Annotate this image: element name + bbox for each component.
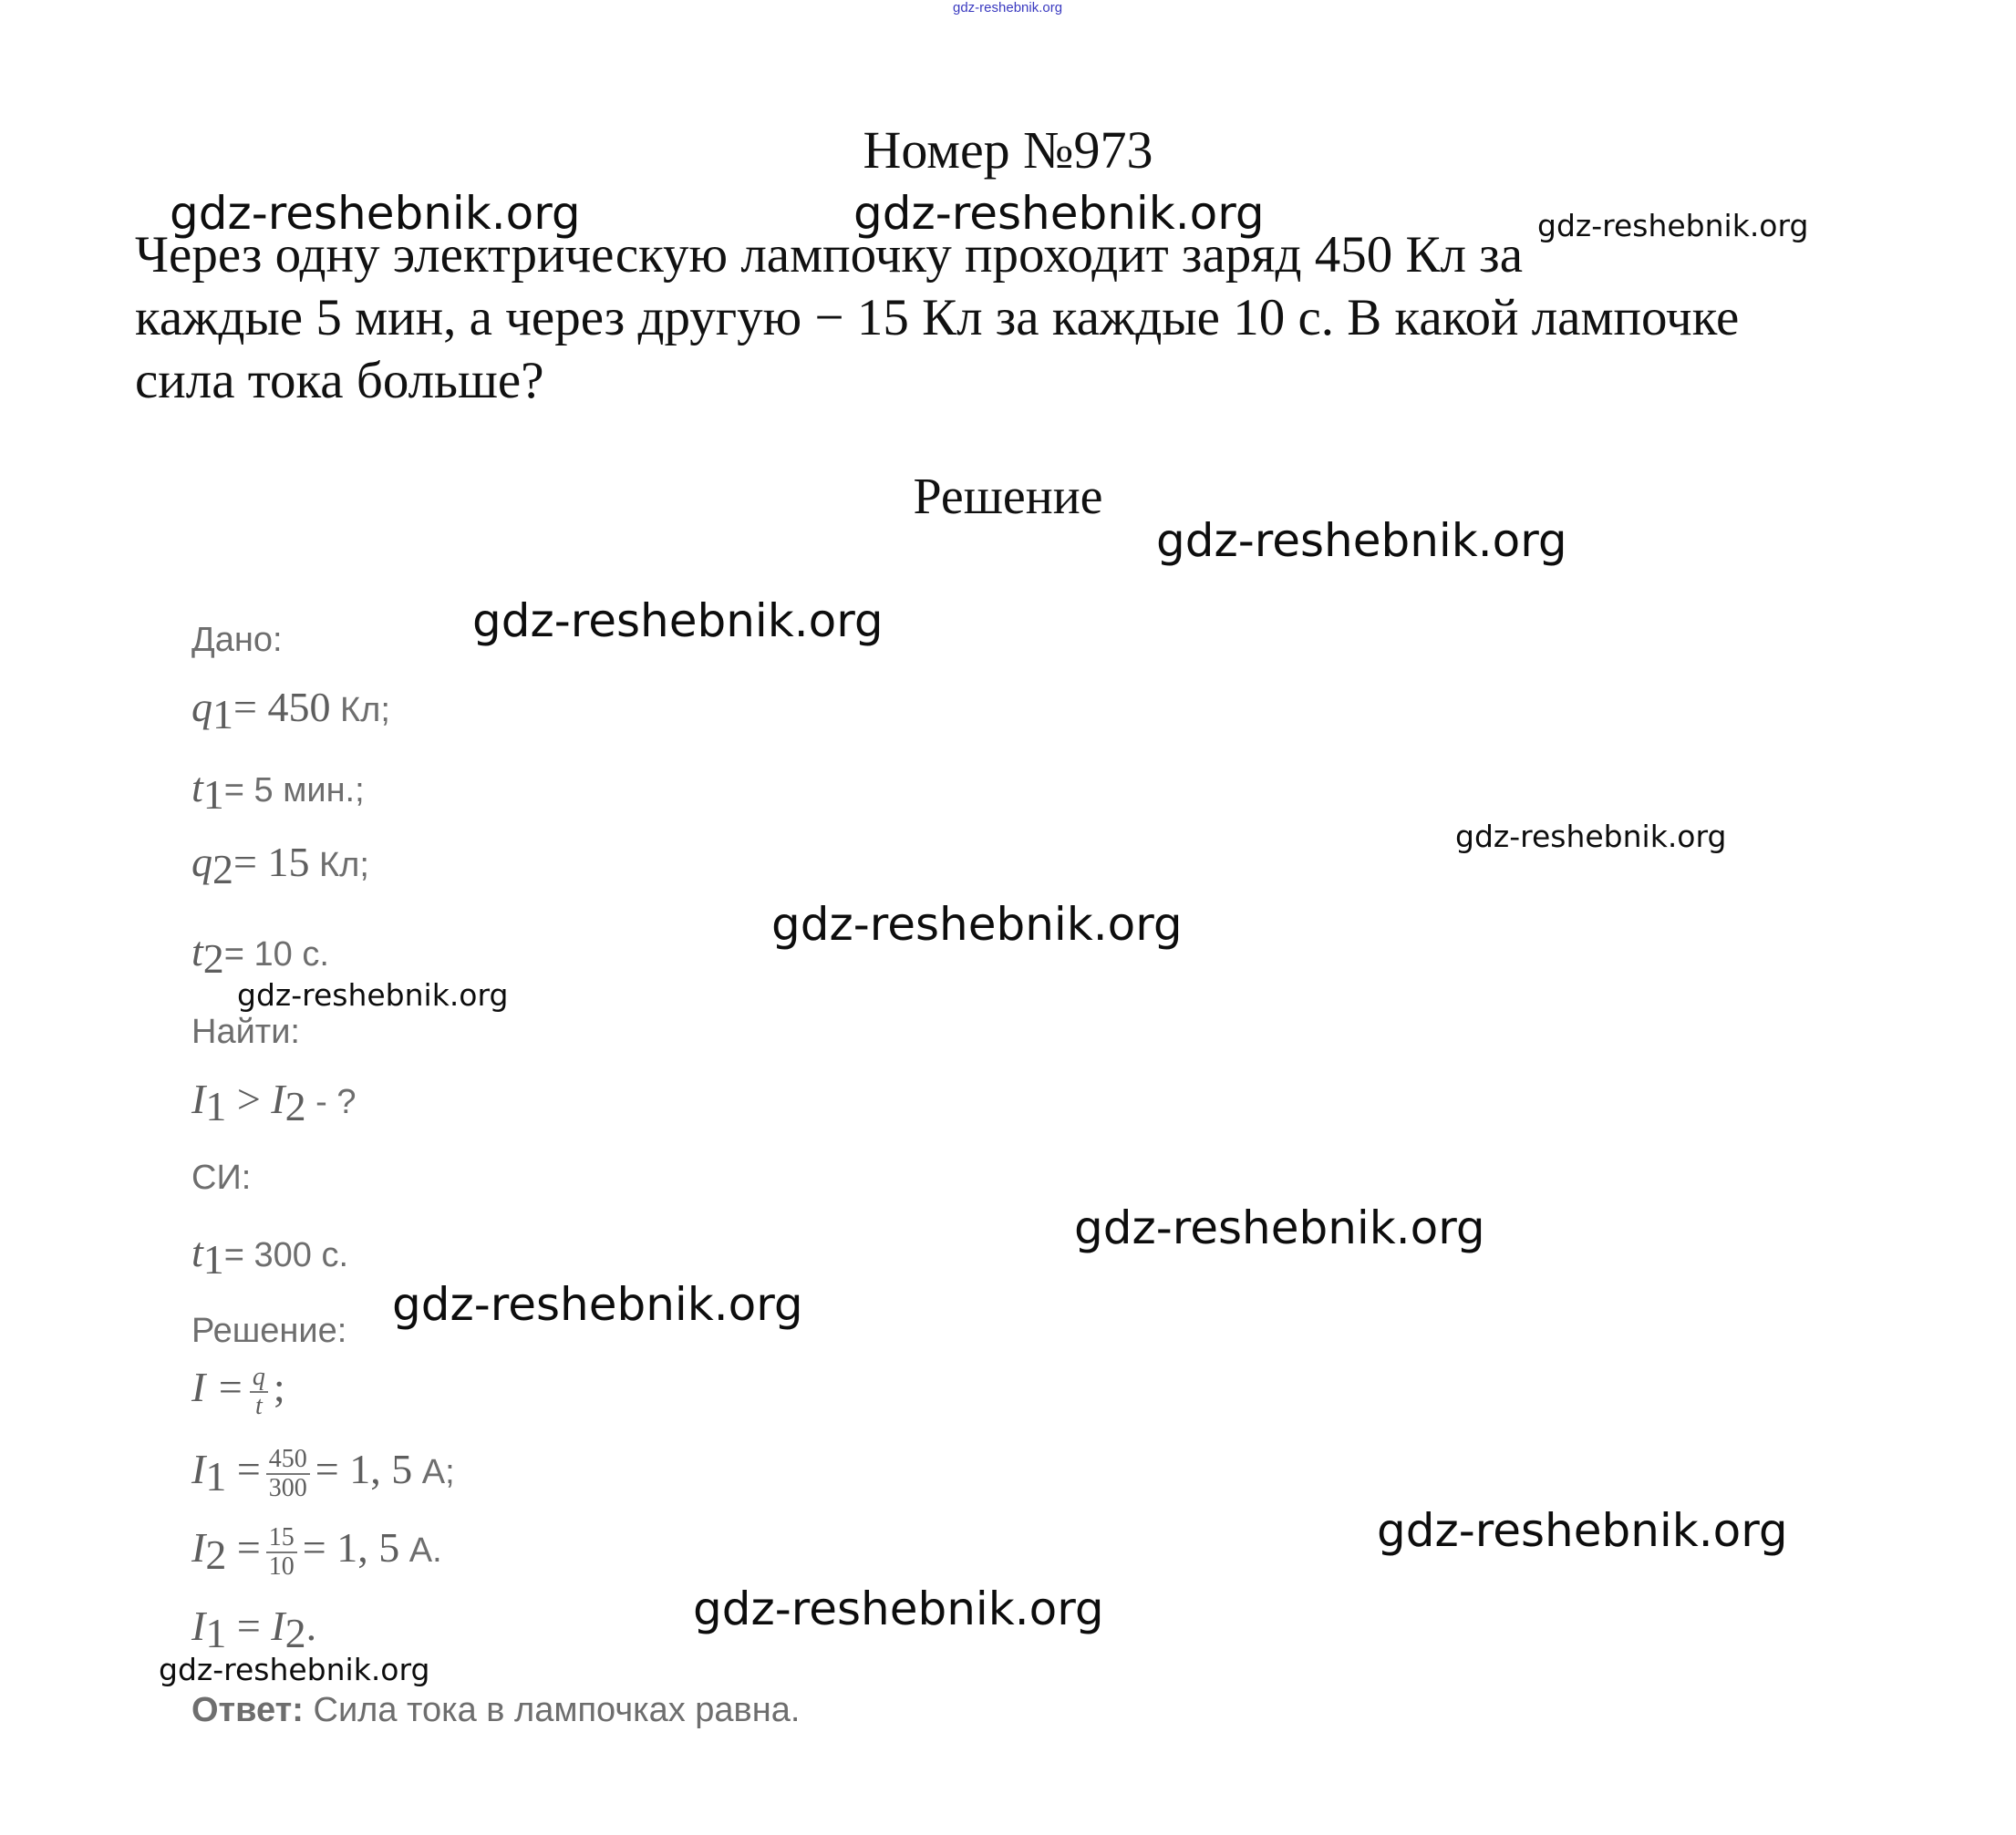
- given-q2: [191, 840, 369, 892]
- find-i2: I: [271, 1076, 285, 1122]
- find-gt: >: [226, 1076, 272, 1122]
- t2-rest: = 10 с.: [223, 935, 329, 974]
- t1-rest: = 5 мин.;: [223, 771, 365, 809]
- watermark: gdz-reshebnik.org: [170, 187, 581, 240]
- si-t1-symbol: t: [191, 1229, 203, 1275]
- q1-subscript: 1: [212, 691, 233, 737]
- formula-general-left: I =: [191, 1364, 244, 1411]
- i2-result: = 1, 5: [302, 1524, 400, 1572]
- given-t1: [191, 766, 365, 817]
- watermark: gdz-reshebnik.org: [159, 1652, 430, 1687]
- watermark: gdz-reshebnik.org: [771, 898, 1183, 951]
- i2-unit: А.: [399, 1531, 442, 1571]
- page-title: Номер №973: [863, 120, 1153, 180]
- formula-i1: [191, 1446, 455, 1502]
- find-i1: I: [191, 1076, 206, 1122]
- i2-subscript: 2: [205, 1531, 227, 1579]
- i2-equals: =: [226, 1524, 261, 1572]
- i1-symbol: I: [191, 1446, 206, 1493]
- q2-subscript: 2: [212, 846, 233, 892]
- q1-value: = 450: [233, 684, 331, 730]
- header-watermark: gdz-reshebnik.org: [953, 0, 1063, 15]
- given-label: Дано:: [191, 621, 283, 659]
- problem-line: каждые 5 мин, а через другую − 15 Кл за каждые 10 с. В какой лампочке: [135, 289, 1740, 346]
- watermark: gdz-reshebnik.org: [1156, 514, 1567, 567]
- conclusion-i1: I: [191, 1603, 206, 1649]
- given-t2: [191, 930, 329, 981]
- q2-value: = 15: [233, 839, 310, 885]
- fraction-numerator: 450: [266, 1446, 310, 1475]
- fraction-denominator: 10: [268, 1552, 295, 1581]
- q1-unit: Кл;: [330, 691, 390, 729]
- formula-general-fraction: [250, 1364, 268, 1420]
- watermark: gdz-reshebnik.org: [853, 187, 1265, 240]
- watermark: gdz-reshebnik.org: [1377, 1504, 1788, 1557]
- answer: [191, 1688, 800, 1732]
- i2-symbol: I: [191, 1524, 206, 1572]
- i1-result: = 1, 5: [315, 1446, 413, 1493]
- fraction-numerator: q: [250, 1364, 268, 1393]
- i1-unit: А;: [412, 1453, 455, 1492]
- conclusion-i2: I: [271, 1603, 285, 1649]
- answer-label: Ответ:: [191, 1691, 304, 1729]
- fraction-denominator: 300: [268, 1474, 307, 1502]
- i1-equals: =: [226, 1446, 261, 1493]
- si-t1-subscript: 1: [202, 1236, 224, 1283]
- q2-unit: Кл;: [309, 846, 369, 884]
- conclusion-i2-subscript: 2: [284, 1610, 306, 1656]
- formula-i2: [191, 1524, 442, 1581]
- t2-symbol: t: [191, 928, 203, 974]
- watermark: gdz-reshebnik.org: [693, 1582, 1104, 1635]
- si-label: СИ:: [191, 1159, 252, 1197]
- problem-line: сила тока больше?: [135, 352, 544, 409]
- conclusion-equals: =: [226, 1603, 272, 1649]
- formula-general: [191, 1364, 285, 1420]
- watermark: gdz-reshebnik.org: [392, 1278, 803, 1331]
- find-i1-subscript: 1: [205, 1083, 227, 1129]
- i1-subscript: 1: [205, 1453, 227, 1500]
- problem-statement: [135, 223, 1867, 412]
- answer-text: Сила тока в лампочках равна.: [303, 1691, 801, 1729]
- i1-fraction: [266, 1446, 310, 1502]
- find-expression: [191, 1077, 357, 1129]
- fraction-numerator: 15: [266, 1524, 297, 1553]
- watermark: gdz-reshebnik.org: [1455, 819, 1727, 854]
- t2-subscript: 2: [202, 935, 224, 982]
- formula-general-end: ;: [273, 1364, 285, 1411]
- find-i2-subscript: 2: [284, 1083, 306, 1129]
- watermark: gdz-reshebnik.org: [237, 977, 509, 1013]
- find-question: - ?: [305, 1083, 357, 1121]
- si-t1-rest: = 300 с.: [223, 1236, 349, 1274]
- solution-label: Решение:: [191, 1312, 347, 1350]
- t1-symbol: t: [191, 764, 203, 810]
- given-q1: [191, 686, 390, 737]
- t1-subscript: 1: [202, 771, 224, 818]
- find-label: Найти:: [191, 1013, 300, 1051]
- conclusion-end: .: [305, 1603, 317, 1649]
- si-t1: [191, 1231, 348, 1282]
- formula-conclusion: [191, 1604, 316, 1655]
- solution-heading: Решение: [913, 469, 1103, 525]
- watermark: gdz-reshebnik.org: [472, 594, 884, 647]
- conclusion-i1-subscript: 1: [205, 1610, 227, 1656]
- q2-symbol: q: [191, 839, 212, 885]
- i2-fraction: [266, 1524, 297, 1581]
- watermark: gdz-reshebnik.org: [1074, 1201, 1485, 1254]
- q1-symbol: q: [191, 684, 212, 730]
- watermark: gdz-reshebnik.org: [1537, 208, 1809, 243]
- problem-line: Через одну электрическую лампочку проходит заряд 450 Кл за: [135, 226, 1523, 283]
- fraction-denominator: t: [254, 1392, 263, 1420]
